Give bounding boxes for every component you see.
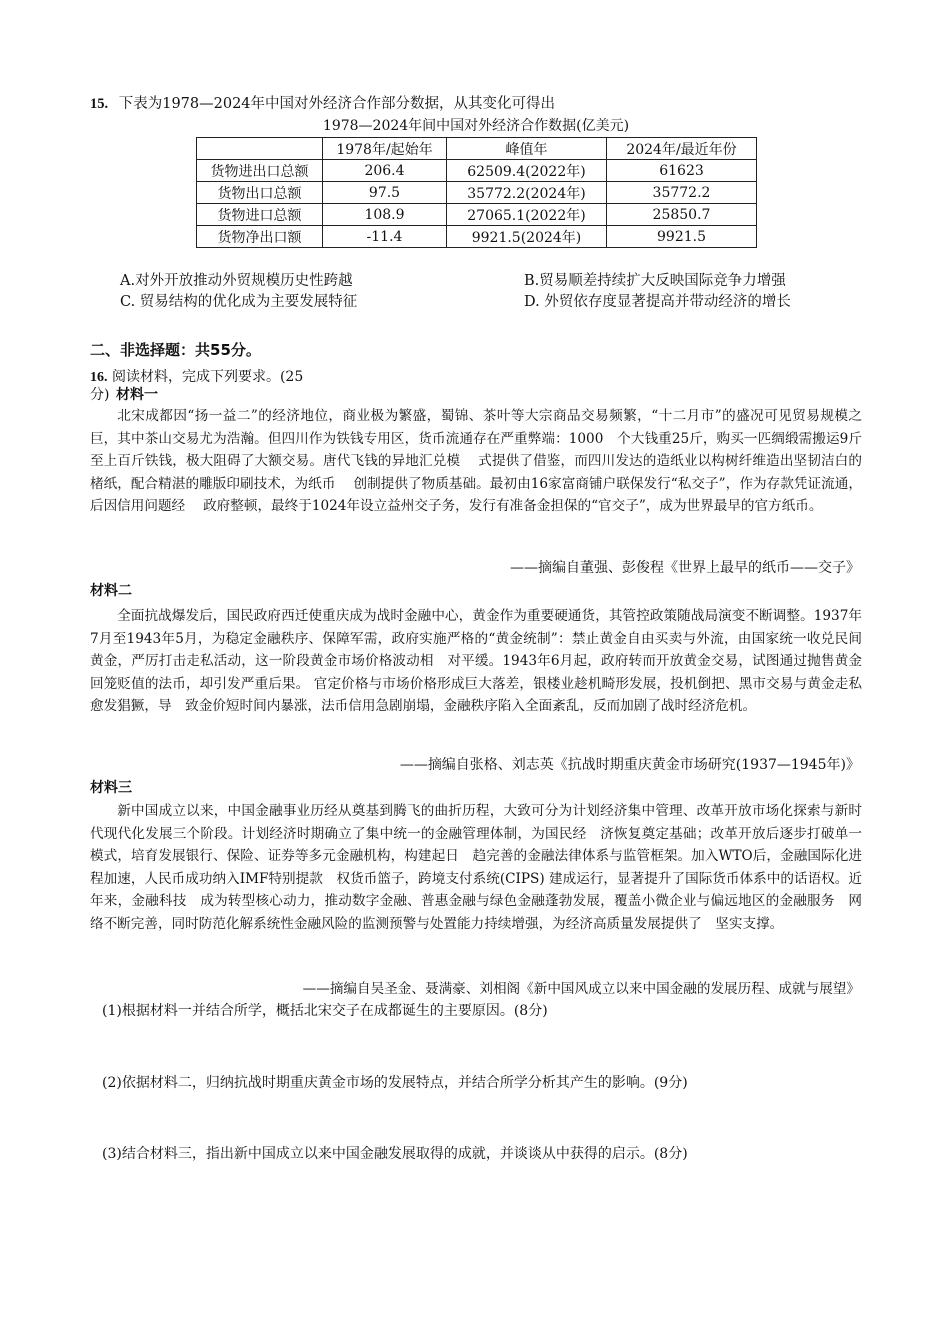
- table-cell: 206.4: [323, 160, 447, 182]
- material-1-source: ——摘编自董强、彭俊程《世界上最早的纸币——交子》: [510, 560, 860, 576]
- sub-question-2: (2)依据材料二，归纳抗战时期重庆黄金市场的发展特点，并结合所学分析其产生的影响。(9分): [102, 1075, 688, 1091]
- table-cell: 35772.2(2024年): [447, 182, 607, 204]
- table-cell: 35772.2: [607, 182, 757, 204]
- question-16-intro-cont: 分): [90, 387, 110, 403]
- material-3-source: ——摘编自吴圣金、聂满豪、刘相阁《新中国风成立以来中国金融的发展历程、成就与展望》: [302, 981, 860, 997]
- table-cell: 9921.5(2024年): [447, 226, 607, 248]
- table-header-row: [197, 138, 757, 160]
- material-1-title: 材料一: [116, 387, 158, 403]
- table-cell: 61623: [607, 160, 757, 182]
- material-2-title: 材料二: [90, 583, 132, 599]
- table-row: [197, 226, 757, 248]
- table-header-cell: 2024年/最近年份: [607, 138, 757, 160]
- table-cell: 62509.4(2022年): [447, 160, 607, 182]
- option-b[interactable]: B.贸易顺差持续扩大反映国际竞争力增强: [524, 273, 786, 289]
- section-title: 二、非选择题：共55分。: [90, 341, 261, 359]
- table-header-cell: [197, 138, 323, 160]
- trade-data-table: [196, 137, 757, 248]
- option-d[interactable]: D. 外贸依存度显著提高并带动经济的增长: [524, 294, 791, 310]
- table-cell: 27065.1(2022年): [447, 204, 607, 226]
- table-cell: 25850.7: [607, 204, 757, 226]
- question-16-intro: [90, 366, 303, 386]
- table-cell: 货物出口总额: [197, 182, 323, 204]
- material-3-text: 新中国成立以来，中国金融事业历经从奠基到腾飞的曲折历程，大致可分为计划经济集中管理、改革开放市场化探索与新时代现代化发展三个阶段。计划经济时期确立了集中统一的金融管理体制，为国民经 济恢复奠定基础；改革开放后逐步打破单一模式，培育发展银行、保险、证券等多元金融机构，构建起日 趋完善的金融法律体系与监管框架。加入WTO后，金融国际化进程加速，人民币成功纳入IMF特别提款 权货币篮子，跨境支付系统(CIPS) 建成运行，显著提升了国际货币体系中的话语权。近年来，金融科技 成为转型核心动力，推动数字金融、普惠金融与绿色金融蓬勃发展，覆盖小微企业与偏远地区的金融服务 网络不断完善，同时防范化解系统性金融风险的监测预警与处置能力持续增强，为经济高质量发展提供了 坚实支撑。: [90, 803, 862, 932]
- table-cell: 108.9: [323, 204, 447, 226]
- material-2-text: 全面抗战爆发后，国民政府西迁使重庆成为战时金融中心，黄金作为重要硬通货，其管控政策随战局演变不断调整。1937年7月至1943年5月，为稳定金融秩序、保障军需，政府实施严格的“黄金统制”：禁止黄金自由买卖与外流，由国家统一收兑民间黄金，严厉打击走私活动，这一阶段黄金市场价格波动相 对平缓。1943年6月起，政府转而开放黄金交易，试图通过抛售黄金回笼贬值的法币，却引发严重后果。 官定价格与市场价格形成巨大落差，银楼业趁机畸形发展，投机倒把、黑市交易与黄金走私愈发猖獗，导 致金价短时间内暴涨，法币信用急剧崩塌，金融秩序陷入全面紊乱，反而加剧了战时经济危机。: [90, 608, 862, 715]
- question-number: 15.: [90, 96, 109, 112]
- table-cell: 货物进口总额: [197, 204, 323, 226]
- table-cell: -11.4: [323, 226, 447, 248]
- table-header-cell: 1978年/起始年: [323, 138, 447, 160]
- question-number: 16.: [90, 370, 108, 385]
- material-2-source: ——摘编自张格、刘志英《抗战时期重庆黄金市场研究(1937—1945年)》: [399, 757, 860, 773]
- option-c[interactable]: C. 贸易结构的优化成为主要发展特征: [120, 294, 358, 310]
- question-text: 阅读材料，完成下列要求。(25: [107, 369, 304, 385]
- table-row: [197, 204, 757, 226]
- table-caption: 1978—2024年间中国对外经济合作数据(亿美元): [322, 118, 630, 134]
- option-a[interactable]: A.对外开放推动外贸规模历史性跨越: [120, 273, 353, 289]
- table-cell: 货物净出口额: [197, 226, 323, 248]
- sub-question-3: (3)结合材料三，指出新中国成立以来中国金融发展取得的成就，并谈谈从中获得的启示。(8分): [102, 1146, 688, 1162]
- table-row: [197, 160, 757, 182]
- table-row: [197, 182, 757, 204]
- question-text: 下表为1978—2024年中国对外经济合作部分数据，从其变化可得出: [118, 96, 556, 112]
- material-3-title: 材料三: [90, 780, 132, 796]
- table-header-cell: 峰值年: [447, 138, 607, 160]
- question-15-stem: [90, 92, 555, 113]
- table-cell: 9921.5: [607, 226, 757, 248]
- sub-question-1: (1)根据材料一并结合所学，概括北宋交子在成都诞生的主要原因。(8分): [102, 1003, 548, 1019]
- table-cell: 货物进出口总额: [197, 160, 323, 182]
- table-cell: 97.5: [323, 182, 447, 204]
- material-1-text: 北宋成都因“扬一益二”的经济地位，商业极为繁盛，蜀锦、茶叶等大宗商品交易频繁，“十二月市”的盛况可见贸易规模之巨，其中茶山交易尤为浩瀚。但四川作为铁钱专用区，货币流通存在严重弊端：1000 个大钱重25斤，购买一匹绸缎需搬运9斤至上百斤铁钱，极大阻碍了大额交易。唐代飞钱的异地汇兑模 式提供了借鉴，而四川发达的造纸业以构树纤维造出坚韧洁白的楮纸，配合精湛的雕版印刷技术，为纸币 创制提供了物质基础。最初由16家富商铺户联保发行“私交子”，作为存款凭证流通，后因信用问题经 政府整顿，最终于1024年设立益州交子务，发行有准备金担保的“官交子”，成为世界最早的官方纸币。: [90, 408, 862, 515]
